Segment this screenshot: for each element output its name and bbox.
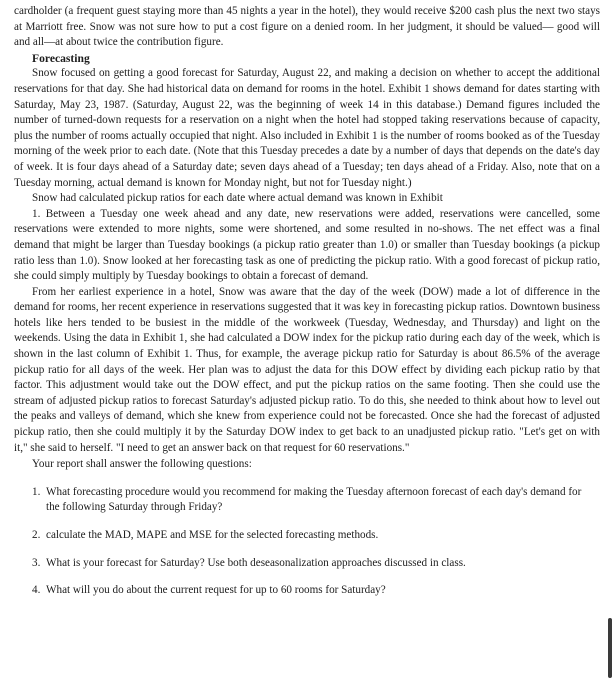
question-number: 1.	[32, 485, 41, 498]
question-number: 4.	[32, 584, 41, 597]
paragraph-pickup-ratios: 1. Between a Tuesday one week ahead and any date, new reservations were added, reservations were cancelled, some reservations were extended to more nights, some were shortened, and some resulted in no-shows. The net effect was a final demand that might be larger than Tuesday bookings (a pickup ratio greater than 1.0) or smaller than Tuesday bookings (a pickup ratio less than 1.0). Snow looked at her forecasting task as one of predicting the pickup ratio. With a good forecast of pickup ratio, she could simply multiply by Tuesday bookings to obtain a forecast of demand.	[14, 207, 600, 283]
question-number: 3.	[32, 556, 41, 569]
paragraph-dow-index: From her earliest experience in a hotel, Snow was aware that the day of the week (DOW) made a lot of difference in the demand for rooms, her recent experience in reservations suggested that it was key in forecasting pickup ratios. Downtown business hotels like hers tended to be busiest in the middle of the workweek (Tuesday, Wednesday, and Thursday) and light on the weekends. Using the data in Exhibit 1, she had calculated a DOW index for the pickup ratio during each day of the week, which is shown in the last column of Exhibit 1. Thus, for example, the average pickup ratio for Saturday is about 86.5% of the average pickup ratio for all days of the week. Her plan was to adjust the data for this DOW effect by dividing each pickup ratio by that factor. This adjustment would take out the DOW effect, and put the pickup ratios on the same footing. Then she could use the stream of adjusted pickup ratios to forecast Saturday's adjusted pickup ratio. To do this, she needed to think about how to level out the peaks and valleys of demand, which she knew from experience could not be forecasted. Once she had the forecast of adjusted pickup ratio, then she could multiply it by the Saturday DOW index to get back to an unadjusted pickup ratio. "Let's get on with it," she said to herself. "I need to get an answer back on that request for 60 reservations."	[14, 285, 600, 454]
question-number: 2.	[32, 529, 41, 541]
question-item	[14, 528, 600, 544]
question-list	[14, 485, 600, 599]
question-text: What forecasting procedure would you recommend for making the Tuesday afternoon forecast of each day's demand for the following Saturday through Friday?	[46, 485, 582, 514]
paragraph-forecast-focus: Snow focused on getting a good forecast for Saturday, August 22, and making a decision on whether to accept the additional reservations for that day. She had historical data on demand for rooms in the hotel. Exhibit 1 shows demand for dates starting with Saturday, May 23, 1987. (Saturday, August 22, was the beginning of week 14 in this database.) Demand figures included the number of turned-down requests for a reservation on a night when the hotel had stopped taking reservations because of capacity, plus the number of rooms actually occupied that night. Also included in Exhibit 1 is the number of rooms booked as of the Tuesday morning of the week prior to each date. (Note that this Tuesday precedes a date by a number of days that depends on the date's day of week. It is four days ahead of a Saturday date; seven days ahead of a Tuesday; ten days ahead of a Friday. Also, note that on a Tuesday morning, actual demand is known for Monday night, but not for Tuesday night.)	[14, 67, 600, 189]
question-text: calculate the MAD, MAPE and MSE for the selected forecasting methods.	[46, 529, 379, 541]
question-item	[14, 556, 600, 572]
question-text: What is your forecast for Saturday? Use both deseasonalization approaches discussed in class.	[46, 556, 466, 569]
report-intro: Your report shall answer the following questions:	[32, 458, 252, 471]
paragraph-cardholder: cardholder (a frequent guest staying more than 45 nights a year in the hotel), they would receive $200 cash plus the next two stays at Marriott free. Snow was not sure how to put a cost figure on a denied room. In her judgment, it should be valued— good will and all—at about twice the contribution figure.	[14, 5, 600, 49]
question-item	[14, 583, 600, 599]
section-heading-forecasting: Forecasting	[32, 51, 90, 65]
question-text: What will you do about the current request for up to 60 rooms for Saturday?	[46, 584, 386, 597]
paragraph-pickup-ratios-intro: Snow had calculated pickup ratios for each date where actual demand was known in Exhibit	[32, 192, 443, 205]
scrollbar-thumb[interactable]	[608, 618, 612, 678]
question-item	[14, 485, 600, 516]
